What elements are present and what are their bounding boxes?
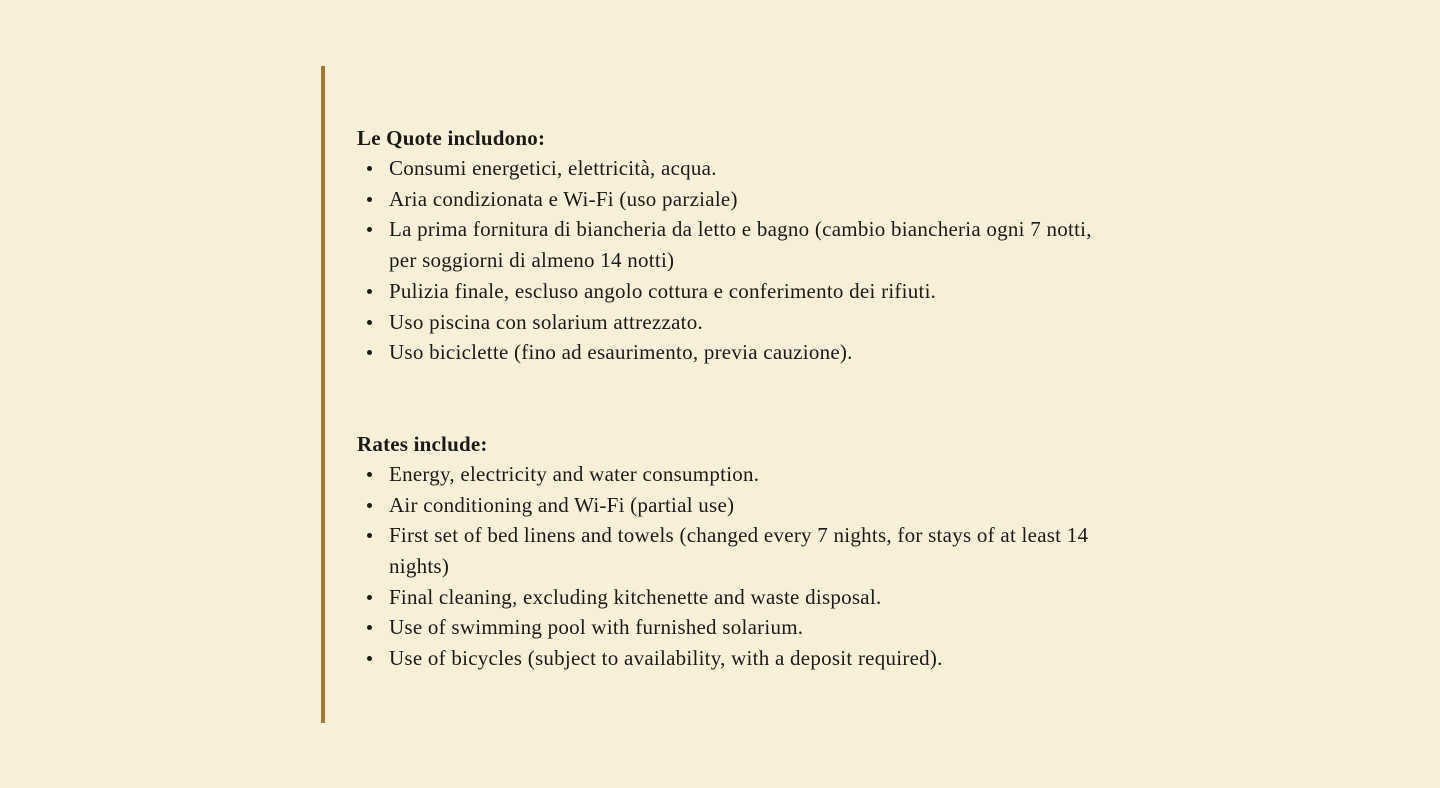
section-italian bbox=[357, 123, 1117, 368]
section-english bbox=[357, 429, 1117, 674]
section-heading-italian: Le Quote includono: bbox=[357, 126, 546, 150]
rates-content bbox=[357, 123, 1117, 674]
section-heading-english: Rates include: bbox=[357, 431, 488, 456]
list-item: La prima fornitura di biancheria da letto e bagno (cambio biancheria ogni 7 notti, per soggiorni di almeno 14 notti) bbox=[357, 214, 1117, 275]
list-item: First set of bed linens and towels (changed every 7 nights, for stays of at least 14 nights) bbox=[357, 520, 1117, 581]
inclusions-list-english bbox=[357, 459, 1117, 674]
list-item: Uso piscina con solarium attrezzato. bbox=[357, 307, 1117, 338]
list-item: Aria condizionata e Wi-Fi (uso parziale) bbox=[357, 184, 1117, 215]
list-item: Energy, electricity and water consumption. bbox=[357, 459, 1117, 490]
accent-rule bbox=[321, 66, 325, 723]
list-item: Air conditioning and Wi-Fi (partial use) bbox=[357, 490, 1117, 521]
inclusions-list-italian bbox=[357, 153, 1117, 368]
list-item: Use of swimming pool with furnished solarium. bbox=[357, 612, 1117, 643]
list-item: Use of bicycles (subject to availability, with a deposit required). bbox=[357, 643, 1117, 674]
list-item: Pulizia finale, escluso angolo cottura e conferimento dei rifiuti. bbox=[357, 276, 1117, 307]
list-item: Uso biciclette (fino ad esaurimento, previa cauzione). bbox=[357, 337, 1117, 368]
list-item: Consumi energetici, elettricità, acqua. bbox=[357, 153, 1117, 184]
list-item: Final cleaning, excluding kitchenette and waste disposal. bbox=[357, 582, 1117, 613]
